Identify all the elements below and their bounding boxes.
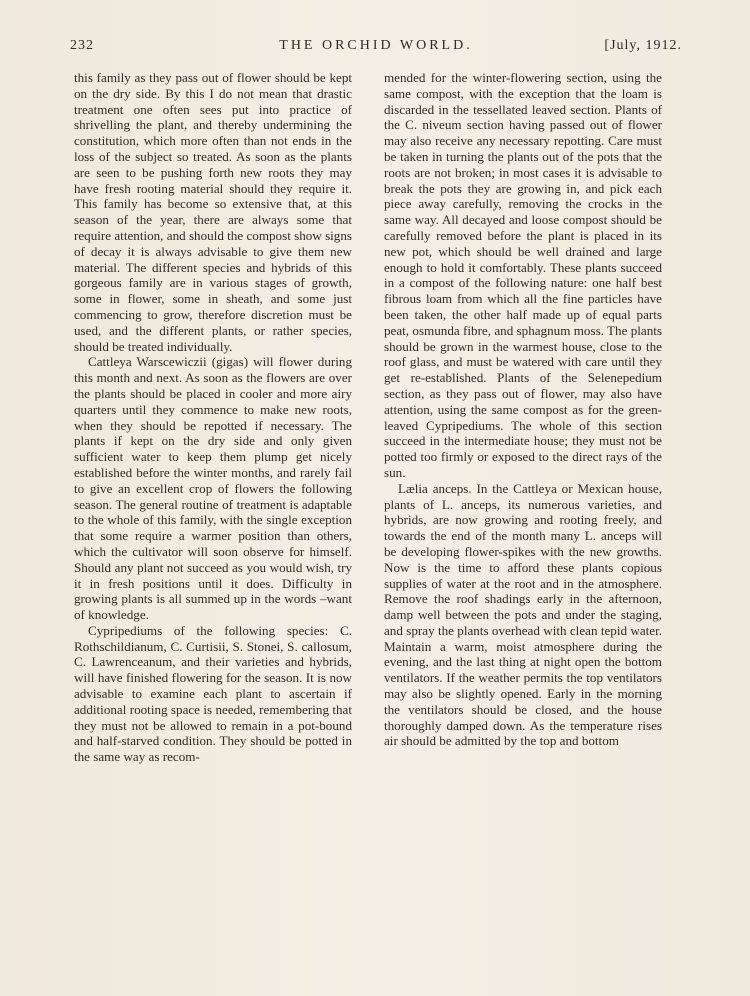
paragraph: Cypripediums of the following species: C. Rothschildianum, C. Curtisii, S. Stonei, S. callosum, C. Lawrenceanum, and their varieties and hybrids, will have finished flowering for the season. It is now advisable to examine each plant to ascertain if additional rooting space is needed, remembering that they must not be allowed to remain in a pot-bound and half-starved condition. They should be potted in the same way as recom- — [74, 622, 352, 765]
paragraph: Lælia anceps. In the Cattleya or Mexican house, plants of L. anceps, its numerous varieties, and hybrids, are now growing and rooting freely, and towards the end of the month many L. anceps will be developing flower-spikes with the new growths. Now is the time to afford these plants copious supplies of water at the root and in the atmosphere. Remove the roof shadings early in the afternoon, damp well between the pots and under the staging, and spray the plants overhead with clean tepid water. Maintain a warm, moist atmosphere during the evening, and the last thing at night open the bottom ventilators. If the weather permits the top ventilators may also be slightly opened. Early in the morning the ventilators should be closed, and the house thoroughly damped down. As the temperature rises air should be admitted by the top and bottom — [384, 480, 662, 749]
running-header — [70, 38, 682, 60]
journal-title: THE ORCHID WORLD. — [279, 38, 473, 53]
issue-date: [July, 1912. — [604, 38, 682, 53]
paragraph: Cattleya Warscewiczii (gigas) will flower during this month and next. As soon as the flowers are over the plants should be placed in cooler and more airy quarters until they commence to make new roots, when they should be repotted if necessary. The plants if kept on the dry side and only given sufficient water to keep them plump get nicely established before the winter months, and rarely fail to give an excellent crop of flowers the following season. The general routine of treatment is adaptable to the whole of this family, with the single exception that some require a warmer position than others, which the cultivator will soon observe for himself. Should any plant not succeed as you would wish, try it in fresh positions until it does. Difficulty in growing plants is all summed up in the words –want of knowledge. — [74, 354, 352, 623]
right-column — [384, 70, 662, 749]
paragraph: mended for the winter-flowering section, using the same compost, with the exception that the loam is discarded in the tessellated leaved section. Plants of the C. niveum section having passed out of flower may also receive any necessary repotting. Care must be taken in turning the plants out of the pots that the roots are not broken; in most cases it is advisable to break the pots they are growing in, and pick each piece away carefully, removing the crocks in the same way. All decayed and loose compost should be carefully removed before the plant is placed in its new pot, which should be well drained and large enough to hold it comfortably. These plants succeed in a compost of the following nature: one half best fibrous loam from which all the fine particles have been taken, the other half made up of equal parts peat, osmunda fibre, and sphagnum moss. The plants should be grown in the warmest house, close to the roof glass, and must be watered with care until they get re-established. Plants of the Selenepedium section, as they pass out of flower, may also have attention, using the same compost as for the green-leaved Cypripediums. The whole of this section succeed in the intermediate house; they must not be potted too firmly or exposed to the direct rays of the sun. — [384, 70, 662, 480]
paragraph: this family as they pass out of flower should be kept on the dry side. By this I do not mean that drastic treatment one often sees put into practice of shrivelling the plant, and thereby undermining the constitution, which more often than not ends in the loss of the subject so treated. As soon as the plants are seen to be pushing forth new roots they may have fresh rooting material should they require it. This family has become so extensive that, at this season of the year, there are always some that require attention, and should the compost show signs of decay it is always advisable to give them new material. The different species and hybrids of this gorgeous family are in various stages of growth, some in flower, some in sheath, and some just commencing to grow, therefore discretion must be used, and the different plants, or rather species, should be treated individually. — [74, 70, 352, 354]
page-number: 232 — [70, 38, 94, 53]
left-column — [74, 70, 352, 765]
